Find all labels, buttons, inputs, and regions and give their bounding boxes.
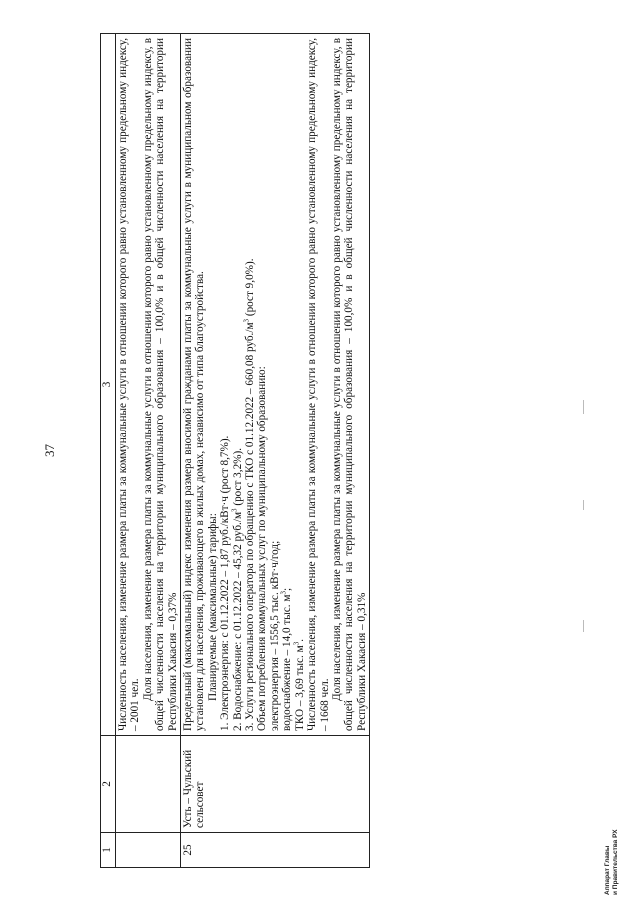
planned-tariffs-heading: Планируемые (максимальные) тарифы: bbox=[206, 513, 219, 701]
scan-mark bbox=[583, 620, 584, 632]
header-col-1: 1 bbox=[101, 833, 116, 868]
stamp-line-1: Аппарат Главы bbox=[604, 845, 611, 895]
table-row-25 bbox=[181, 34, 370, 868]
consumption-waste: ТКО – 3,69 тыс. $м^3$. bbox=[291, 638, 306, 731]
population-text: Численность населения, изменение размера платы за коммунальные услуги в отношении которого равно установленному предельному индексу, – 2001 чел. bbox=[117, 38, 142, 731]
row-prev-name bbox=[116, 736, 181, 833]
index-description: Предельный (максимальный) индекс изменения размера вносимой гражданами платы за коммунальные услуги в муниципальном образовании установлен для населения, проживающего в жилых домах, независимо от типа благоустройства. bbox=[182, 38, 207, 731]
tariff-electricity: 1. Электроэнергия: с 01.12.2022 – 1,87 руб./кВт·ч (рост 8,7%). bbox=[219, 435, 232, 731]
consumption-electricity: электроэнергия – 1556,5 тыс. кВт·ч/год; bbox=[268, 540, 281, 731]
row-25-content bbox=[181, 34, 370, 736]
stamp-line-2: и Правительства РХ bbox=[612, 829, 619, 895]
scan-mark bbox=[583, 500, 584, 510]
row-prev-num bbox=[116, 833, 181, 868]
scan-mark bbox=[583, 400, 584, 414]
header-col-2: 2 bbox=[101, 736, 116, 833]
row-prev-content bbox=[116, 34, 181, 736]
header-row bbox=[101, 34, 116, 868]
population-text: Численность населения, изменение размера платы за коммунальные услуги в отношении которого равно установленному предельному индексу, – 1668 чел. bbox=[306, 38, 331, 731]
header-col-3: 3 bbox=[101, 34, 116, 736]
page-number: 37 bbox=[42, 444, 57, 457]
tariff-waste: 3. Услуги регионального оператора по обращению с ТКО с 01.12.2022 – 660,08 $руб./м^3$ (рост 9,0%). bbox=[242, 258, 257, 731]
consumption-heading: Объем потребления коммунальных услуг по муниципальному образованию: bbox=[256, 366, 269, 731]
rotated-page bbox=[20, 33, 540, 868]
municipality-name: Усть – Чульский сельсовет bbox=[181, 736, 370, 833]
tariff-water: 2. Водоснабжение: с 01.12.2022 – 45,32 $руб./м^3$ (рост 3,2%). bbox=[229, 447, 244, 731]
population-share-text: Доля населения, изменение размера платы за коммунальные услуги в отношении которого равно установленному предельному индексу, в общей численности населения на территории муниципального образования – 100,0% и в общей численности населения на территории Республики Хакасия – 0,31% bbox=[330, 38, 368, 731]
population-share-text: Доля населения, изменение размера платы за коммунальные услуги в отношении которого равно установленному предельному индексу, в общей численности населения на территории муниципального образования – 100,0% и в общей численности населения на территории Республики Хакасия – 0,37% bbox=[141, 38, 179, 731]
consumption-water: водоснабжение – 14,0 тыс. $м^3$; bbox=[279, 587, 294, 731]
tariff-table bbox=[100, 33, 370, 868]
row-number: 25 bbox=[181, 833, 370, 868]
office-stamp bbox=[604, 815, 638, 895]
table-row-previous bbox=[116, 34, 181, 868]
